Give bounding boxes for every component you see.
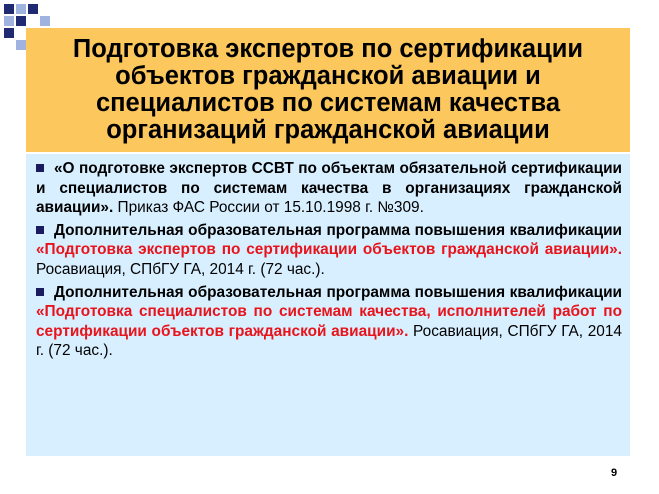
bullet-icon [36, 288, 44, 296]
item-red-text: «Подготовка специалистов по системам качества, исполнителей работ по сертификации объектов гражданской авиации». [36, 303, 622, 340]
deco-square [16, 16, 26, 26]
item-red-text: «Подготовка экспертов по сертификации объектов гражданской авиации». [36, 241, 622, 259]
deco-square [4, 16, 14, 26]
deco-square [16, 40, 26, 50]
list-item [36, 159, 622, 218]
item-normal-text: Росавиация, СПбГУ ГА, 2014 г. (72 час.). [36, 260, 325, 278]
deco-square [28, 4, 38, 14]
deco-square [16, 4, 26, 14]
item-bold-text: Дополнительная образовательная программа повышения квалификации [54, 283, 622, 301]
list-item [36, 283, 622, 361]
item-bold-text: Дополнительная образовательная программа повышения квалификации [54, 221, 622, 239]
deco-square [4, 28, 14, 38]
bullet-icon [36, 226, 44, 234]
item-bold-text: «О подготовке экспертов ССВТ по объектам обязательной сертификации и специалистов по системам качества в организациях гражданской авиации». [36, 160, 622, 217]
item-normal-text: Росавиация, СПбГУ ГА, 2014 г. (72 час.). [36, 322, 622, 360]
content-box [26, 154, 630, 456]
deco-square [4, 4, 14, 14]
bullet-icon [36, 164, 44, 172]
list-item [36, 221, 622, 280]
slide-title: Подготовка экспертов по сертификации объектов гражданской авиации и специалистов по системам качества организаций гражданской авиации [72, 35, 584, 144]
item-normal-text: Приказ ФАС России от 15.10.1998 г. №309. [113, 199, 424, 217]
deco-square [40, 16, 50, 26]
page-number: 9 [611, 467, 618, 479]
title-box [26, 28, 630, 152]
